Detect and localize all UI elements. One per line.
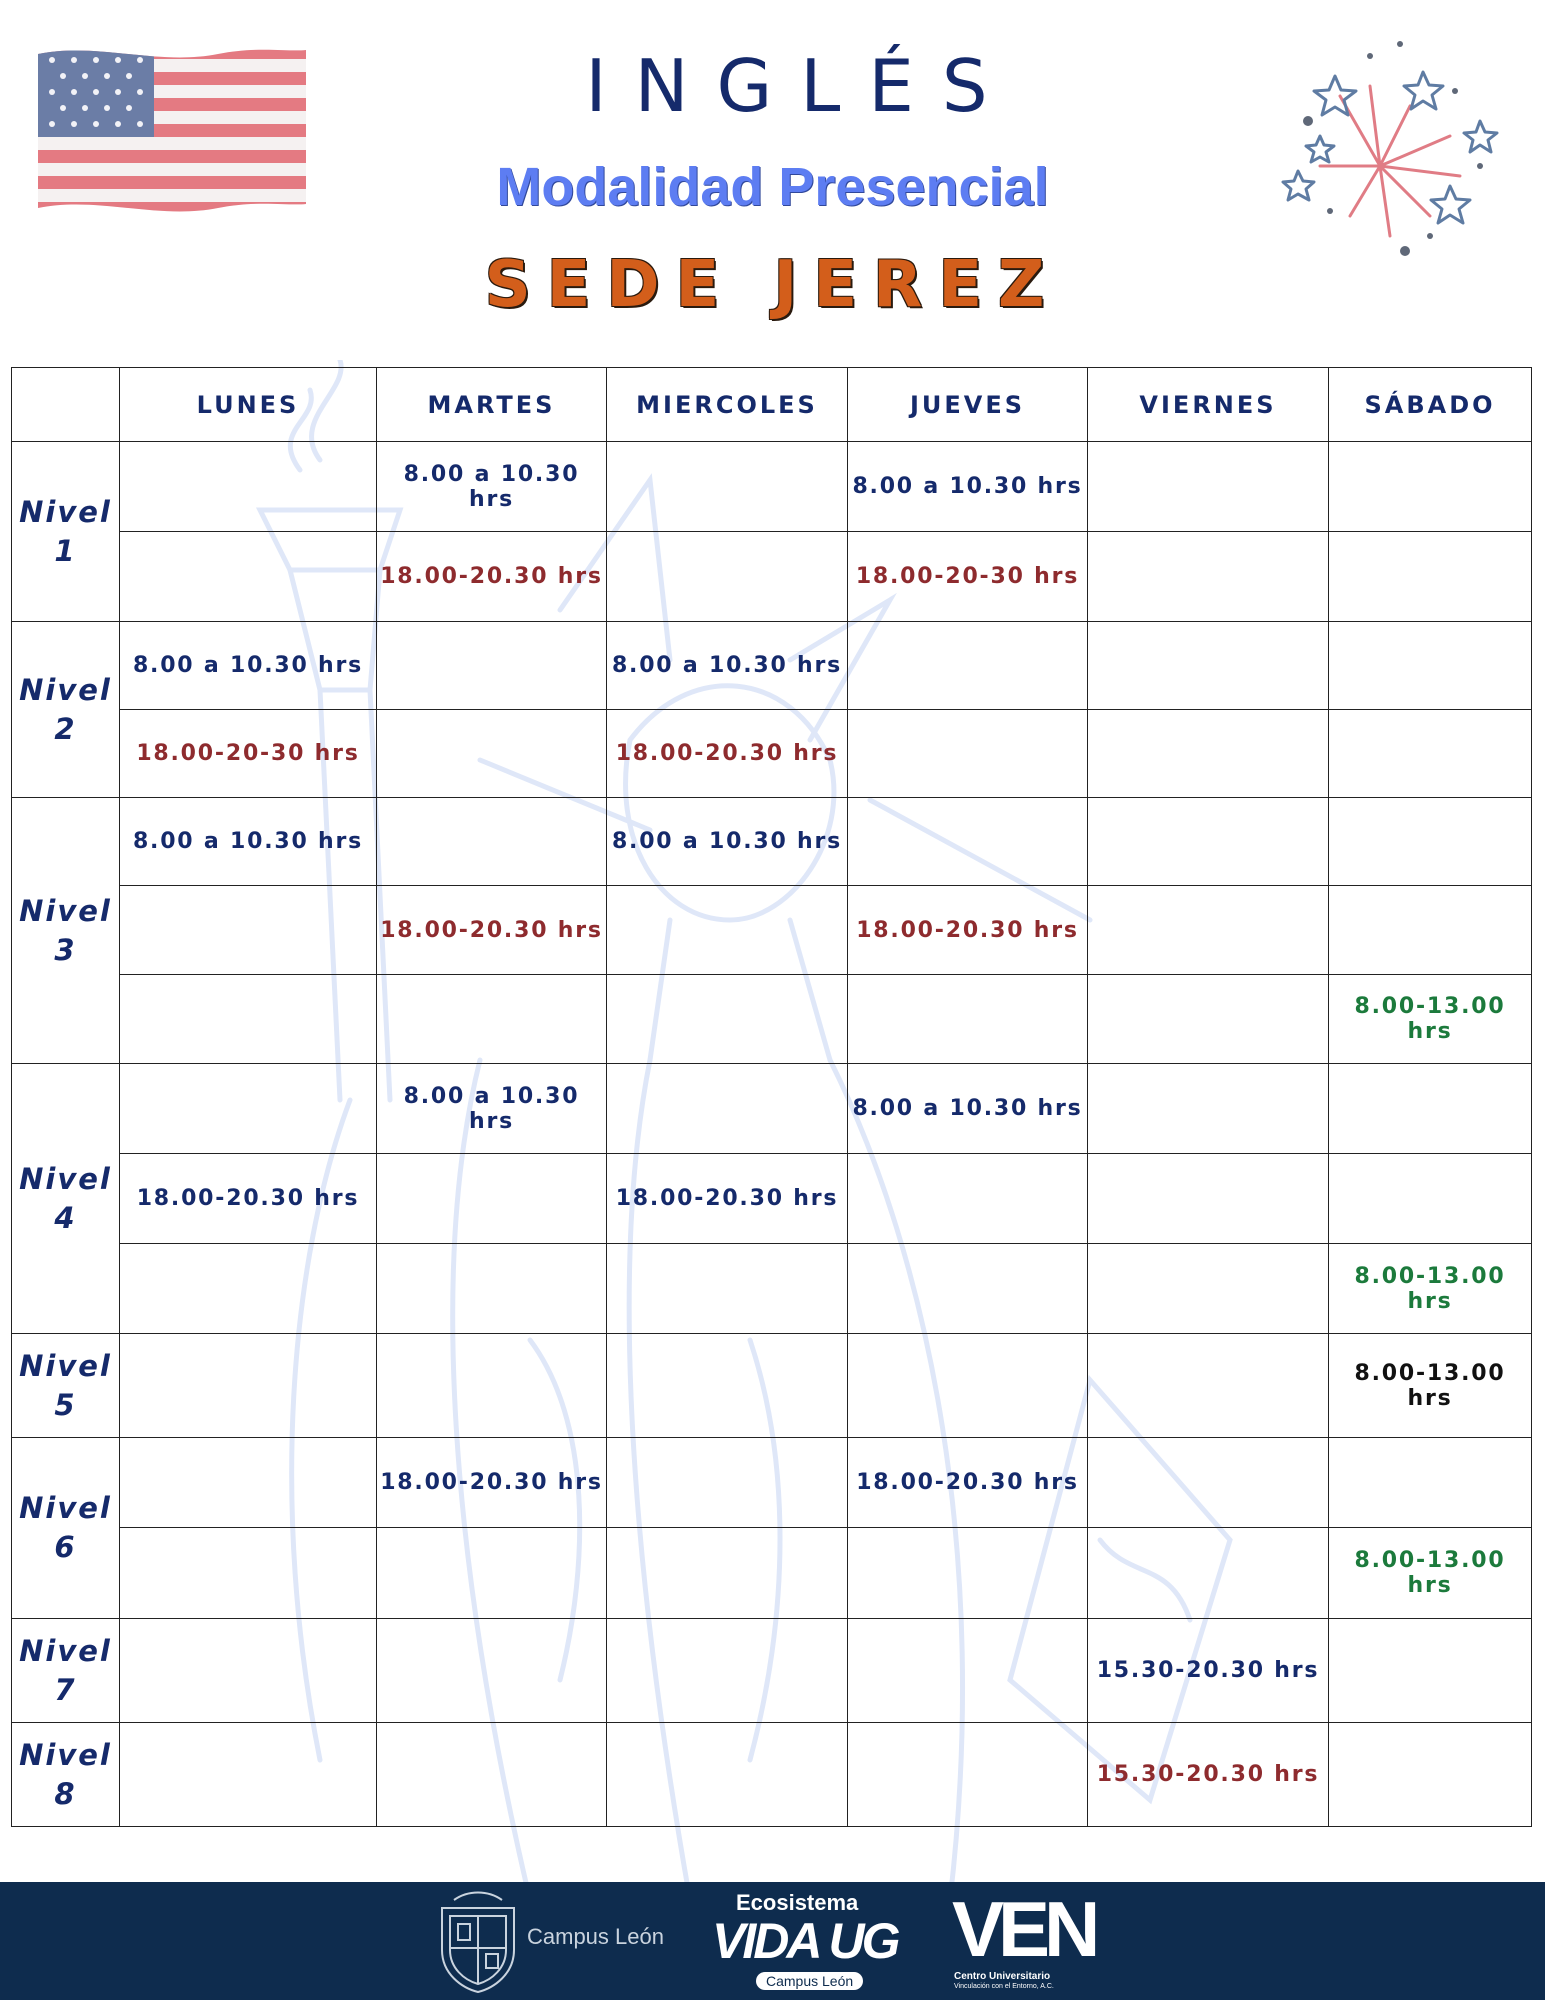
level-label [12,1334,120,1438]
schedule-cell [1088,886,1329,975]
schedule-cell: 8.00-13.00 hrs [1329,1334,1532,1438]
table-row [12,622,1532,710]
schedule-cell [377,1244,607,1334]
schedule-cell [1329,886,1532,975]
day-header: MARTES [377,368,607,442]
vida-ug-campus-pill: Campus León [756,1972,863,1990]
schedule-cell [848,710,1088,798]
schedule-cell: 18.00-20.30 hrs [377,1438,607,1528]
schedule-cell [1088,442,1329,532]
level-label [12,622,120,798]
level-label-part: 2 [54,711,77,746]
level-label [12,1438,120,1619]
level-label-part: Nivel [19,672,112,707]
schedule-cell [377,622,607,710]
table-row [12,1619,1532,1723]
schedule-cell [1329,1438,1532,1528]
level-label-part: 3 [54,932,77,967]
page-title: INGLÉS [585,44,1016,128]
table-row [12,798,1532,886]
schedule-cell [607,975,848,1064]
schedule-table [11,367,1532,1827]
header-row [12,368,1532,442]
schedule-cell [1088,1154,1329,1244]
schedule-cell [120,532,377,622]
schedule-cell [1329,1154,1532,1244]
schedule-cell [377,1154,607,1244]
day-header: JUEVES [848,368,1088,442]
schedule-cell [607,442,848,532]
schedule-cell [607,532,848,622]
schedule-cell: 18.00-20.30 hrs [377,532,607,622]
schedule-cell [1329,710,1532,798]
schedule-cell: 8.00-13.00 hrs [1329,1528,1532,1619]
schedule-cell [848,975,1088,1064]
ven-subtitle: Centro Universitario [954,1971,1051,1982]
table-row [12,1064,1532,1154]
table-row [12,532,1532,622]
page-subtitle: Modalidad Presencial [496,157,1049,217]
level-label-part: Nivel [19,1491,112,1525]
level-label-part: Nivel [19,1633,112,1668]
schedule-cell [120,1064,377,1154]
campus-heading: SEDE JEREZ [484,248,1061,322]
schedule-cell: 8.00 a 10.30 hrs [377,1064,607,1154]
schedule-cell [1329,1064,1532,1154]
footer-bar [0,1882,1545,2000]
schedule-cell [1088,710,1329,798]
schedule-cell [848,1154,1088,1244]
level-label-part: 4 [54,1200,77,1235]
level-label [12,1619,120,1723]
level-label-part: 7 [54,1672,77,1707]
schedule-cell [1088,532,1329,622]
schedule-cell [120,886,377,975]
table-row [12,1723,1532,1827]
schedule-cell [120,1528,377,1619]
schedule-cell: 8.00 a 10.30 hrs [607,622,848,710]
schedule-cell [1088,622,1329,710]
corner-cell [12,368,120,442]
day-header: LUNES [120,368,377,442]
table-row [12,886,1532,975]
table-row [12,975,1532,1064]
schedule-cell [120,1723,377,1827]
schedule-cell [1088,1064,1329,1154]
level-label-part: Nivel [19,1737,112,1772]
level-label [12,442,120,622]
table-row [12,710,1532,798]
schedule-cell [1329,442,1532,532]
schedule-cell: 8.00 a 10.30 hrs [120,622,377,710]
schedule-cell: 8.00 a 10.30 hrs [848,1064,1088,1154]
schedule-cell [1088,1528,1329,1619]
schedule-cell: 8.00-13.00 hrs [1329,975,1532,1064]
level-label-part: Nivel [19,1348,112,1383]
schedule-cell [120,442,377,532]
table-row [12,442,1532,532]
schedule-cell: 18.00-20.30 hrs [120,1154,377,1244]
schedule-cell: 15.30-20.30 hrs [1088,1619,1329,1723]
schedule-cell [607,1619,848,1723]
schedule-cell [607,886,848,975]
schedule-cell [1329,798,1532,886]
schedule-cell: 8.00 a 10.30 hrs [120,798,377,886]
level-label [12,1064,120,1334]
schedule-body [12,442,1532,1827]
schedule-cell [1088,1334,1329,1438]
schedule-cell: 18.00-20.30 hrs [377,886,607,975]
level-label-part: Nivel [19,893,112,928]
schedule-cell [607,1244,848,1334]
ven-logo: VEN [952,1885,1095,1973]
level-label-part: Nivel [19,494,112,529]
schedule-cell: 8.00-13.00 hrs [1329,1244,1532,1334]
day-header: MIERCOLES [607,368,848,442]
schedule-cell [377,1723,607,1827]
schedule-cell [848,1244,1088,1334]
schedule-cell [1088,1438,1329,1528]
schedule-cell [848,1619,1088,1723]
schedule-cell [848,798,1088,886]
schedule-cell [377,1334,607,1438]
level-label [12,798,120,1064]
schedule-cell [607,1064,848,1154]
schedule-cell [607,1723,848,1827]
schedule-cell: 8.00 a 10.30 hrs [607,798,848,886]
ven-subtitle-small: Vinculación con el Entorno, A.C. [954,1983,1054,1990]
schedule-cell [1329,532,1532,622]
schedule-cell [1329,1723,1532,1827]
schedule-cell [120,975,377,1064]
table-row [12,1528,1532,1619]
schedule-cell: 18.00-20.30 hrs [848,886,1088,975]
schedule-cell: 18.00-20-30 hrs [848,532,1088,622]
level-label-part: 6 [54,1530,77,1564]
schedule-cell [377,1619,607,1723]
day-header: SÁBADO [1329,368,1532,442]
schedule-cell [1088,1244,1329,1334]
table-row [12,1334,1532,1438]
schedule-cell [607,1528,848,1619]
schedule-cell [607,1334,848,1438]
schedule-cell: 18.00-20.30 hrs [848,1438,1088,1528]
schedule-cell [1329,1619,1532,1723]
schedule-cell [377,975,607,1064]
ecosistema-label: Ecosistema [736,1890,859,1915]
schedule-cell: 18.00-20.30 hrs [607,710,848,798]
university-seal-icon [434,1890,522,1994]
schedule-cell [848,1723,1088,1827]
schedule-cell [848,1528,1088,1619]
schedule-cell [1088,798,1329,886]
level-label-part: 8 [54,1776,77,1811]
table-row [12,1154,1532,1244]
schedule-cell: 8.00 a 10.30 hrs [377,442,607,532]
level-label [12,1723,120,1827]
schedule-cell [1329,622,1532,710]
schedule-cell [120,1438,377,1528]
schedule-cell [377,1528,607,1619]
schedule-cell [848,1334,1088,1438]
schedule-cell: 15.30-20.30 hrs [1088,1723,1329,1827]
schedule-cell [120,1334,377,1438]
level-label-part: 5 [54,1387,77,1422]
table-row [12,1438,1532,1528]
day-header: VIERNES [1088,368,1329,442]
schedule-cell: 18.00-20-30 hrs [120,710,377,798]
schedule-cell [120,1244,377,1334]
level-label-part: Nivel [19,1161,112,1196]
vida-ug-logo: VIDA UG [712,1913,898,1969]
schedule-cell: 8.00 a 10.30 hrs [848,442,1088,532]
schedule-cell [848,622,1088,710]
schedule-cell [120,1619,377,1723]
level-label-part: 1 [54,533,77,568]
schedule-cell [377,710,607,798]
schedule-cell [1088,975,1329,1064]
schedule-cell: 18.00-20.30 hrs [607,1154,848,1244]
schedule-cell [607,1438,848,1528]
campus-leon-label: Campus León [527,1924,664,1949]
schedule-cell [377,798,607,886]
table-row [12,1244,1532,1334]
